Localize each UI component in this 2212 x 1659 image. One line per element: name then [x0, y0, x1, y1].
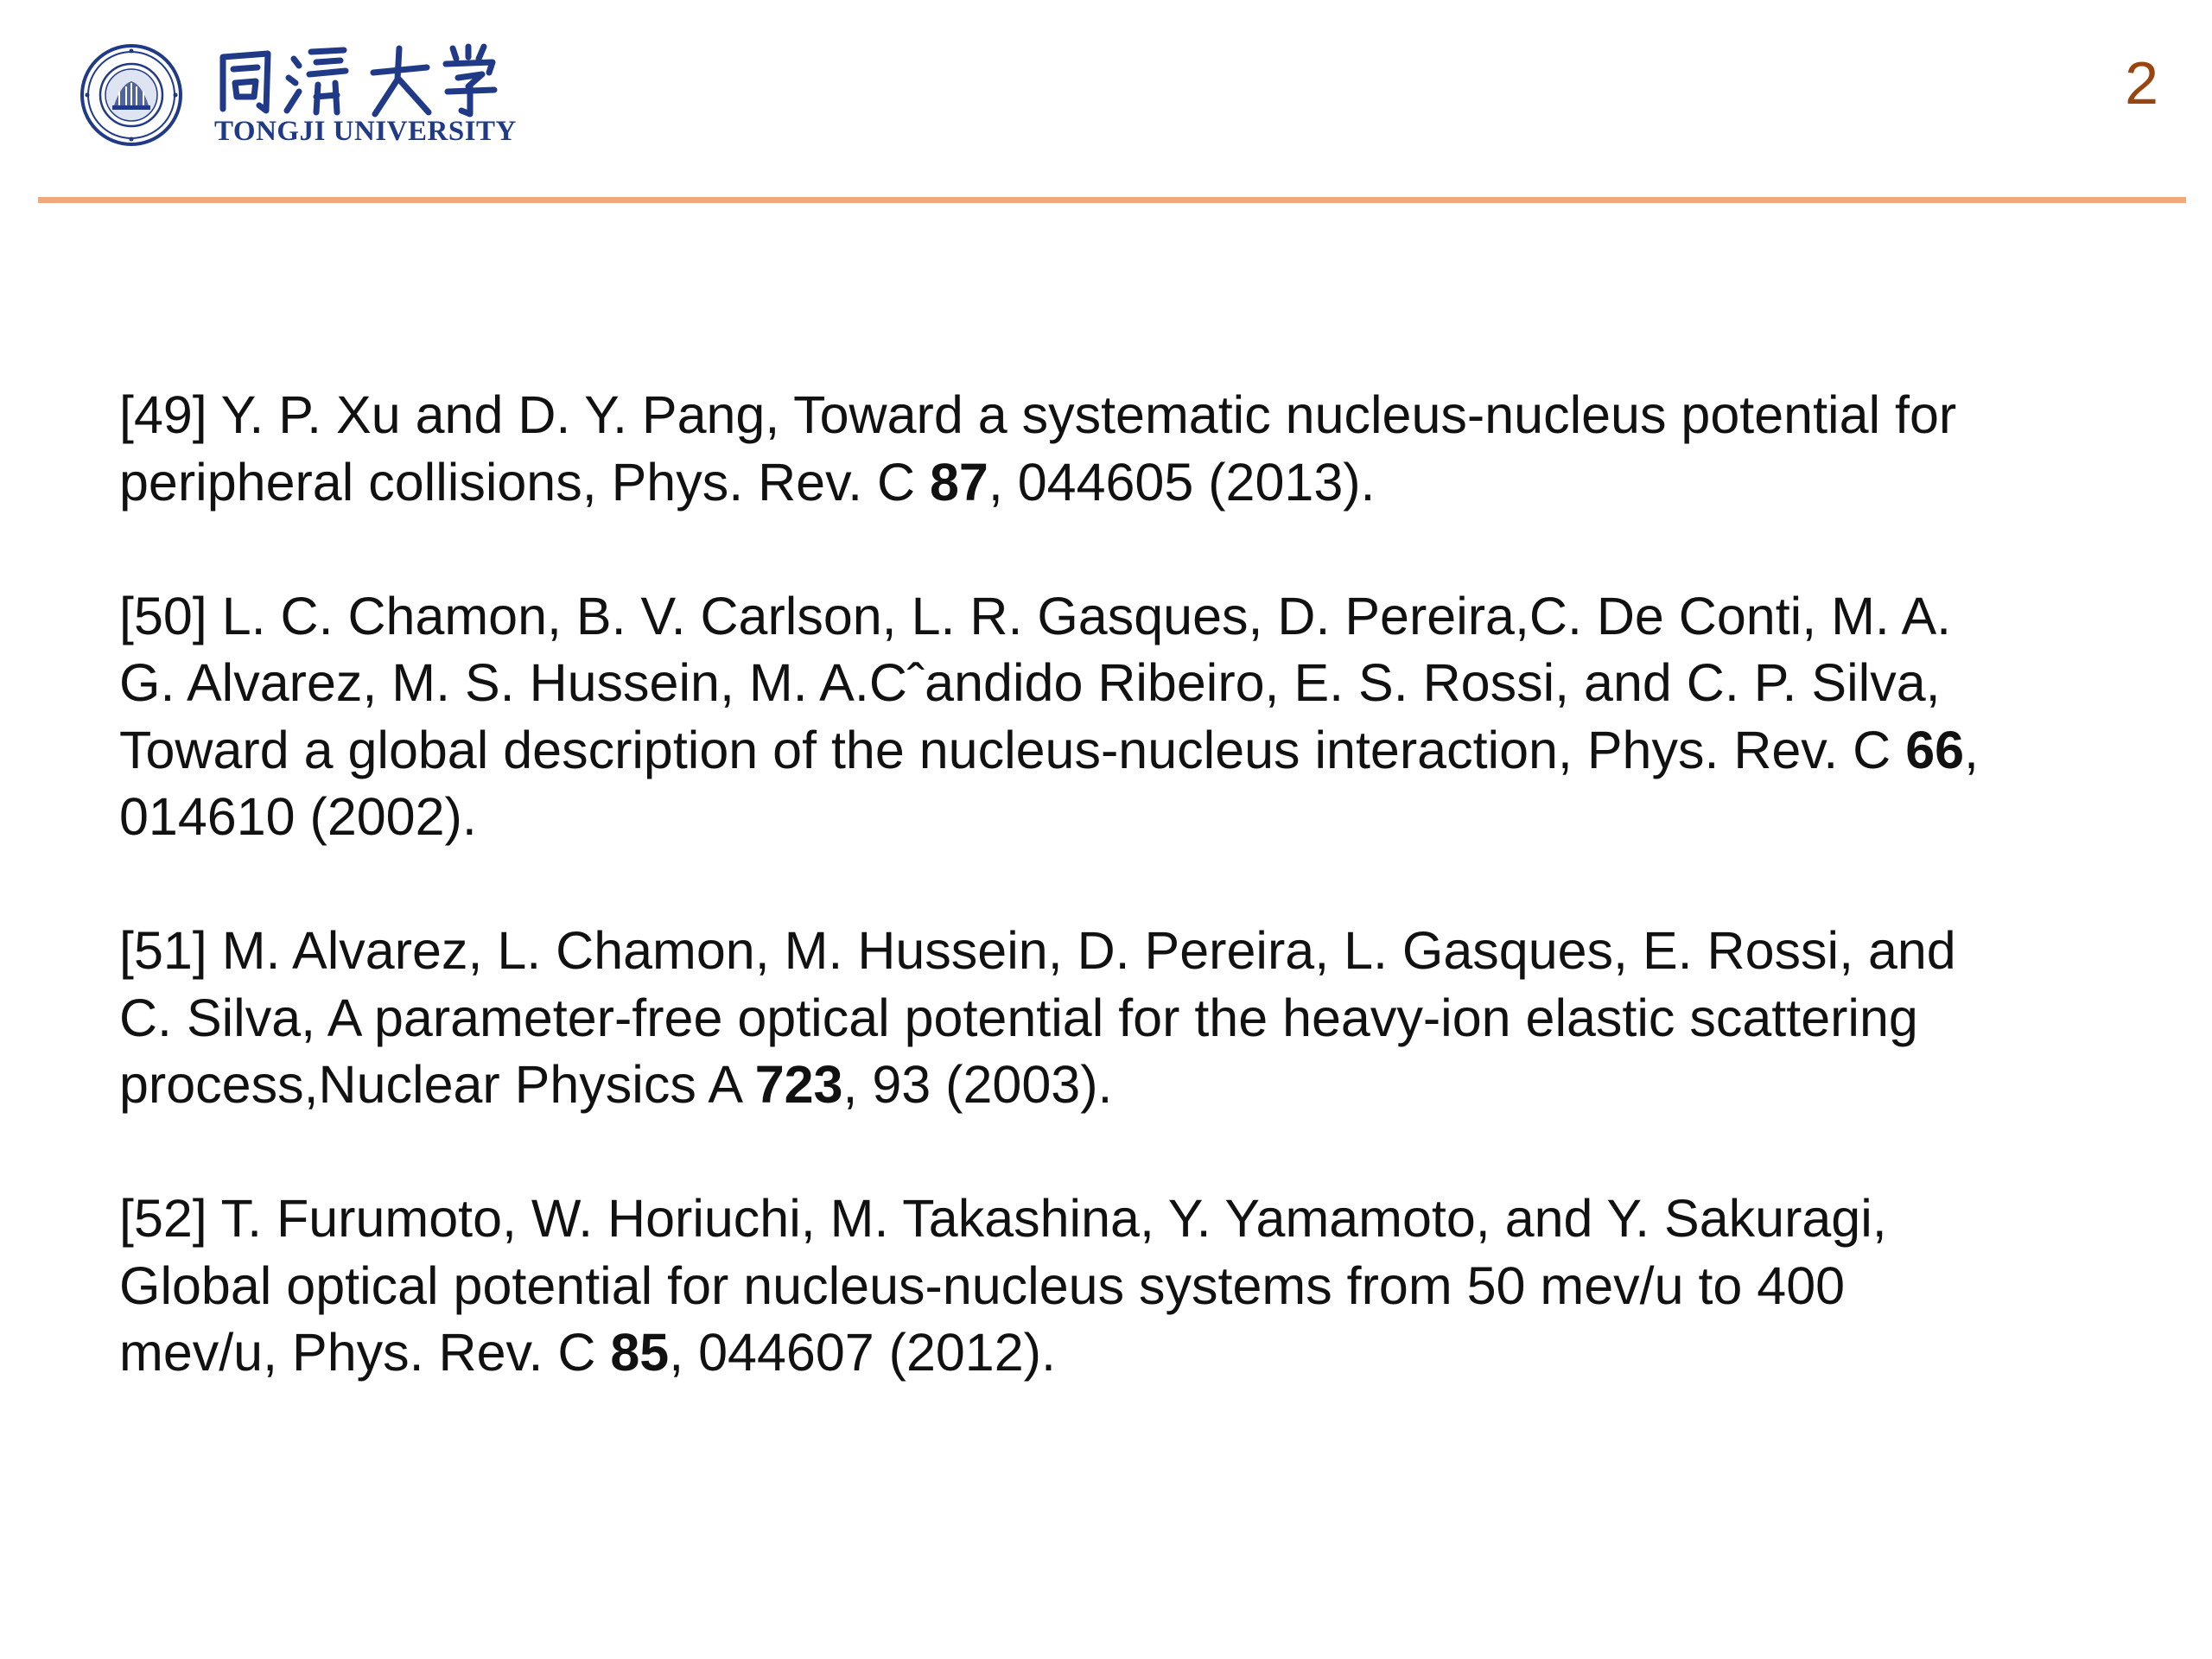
header-divider — [38, 197, 2186, 203]
university-logo — [76, 38, 525, 159]
university-seal-icon — [79, 43, 183, 147]
volume-number: 66 — [1905, 720, 1965, 779]
reference-line: [51] M. Alvarez, L. Chamon, M. Hussein, D. Pereira, L. Gasques, E. Rossi, and — [119, 921, 1956, 980]
chinese-name-wordmark — [214, 40, 499, 119]
reference-line: Global optical potential for nucleus-nucleus systems from 50 mev/u to 400 — [119, 1255, 1846, 1315]
volume-number: 723 — [754, 1055, 843, 1114]
volume-number: 85 — [610, 1323, 670, 1382]
reference-52 — [119, 1185, 2107, 1387]
reference-line: process,Nuclear Physics A 723, 93 (2003). — [119, 1055, 1113, 1114]
reference-50 — [119, 583, 2107, 851]
page-number: 2 — [2125, 49, 2158, 117]
volume-number: 87 — [929, 452, 988, 512]
reference-line: [50] L. C. Chamon, B. V. Carlson, L. R. Gasques, D. Pereira,C. De Conti, M. A. — [119, 586, 1952, 645]
english-name: TONGJI UNIVERSITY — [214, 116, 517, 147]
reference-49 — [119, 382, 2107, 516]
reference-list — [119, 382, 2107, 1453]
reference-51 — [119, 918, 2107, 1119]
reference-line: [49] Y. P. Xu and D. Y. Pang, Toward a systematic nucleus-nucleus potential for — [119, 385, 1957, 444]
reference-line: [52] T. Furumoto, W. Horiuchi, M. Takashina, Y. Yamamoto, and Y. Sakuragi, — [119, 1189, 1887, 1248]
reference-line: peripheral collisions, Phys. Rev. C 87, 044605 (2013). — [119, 452, 1376, 512]
reference-line: 014610 (2002). — [119, 787, 477, 846]
reference-line: mev/u, Phys. Rev. C 85, 044607 (2012). — [119, 1323, 1056, 1382]
reference-line: C. Silva, A parameter-free optical potential for the heavy-ion elastic scattering — [119, 988, 1918, 1047]
reference-line: G. Alvarez, M. S. Hussein, M. A.Cˆandido Ribeiro, E. S. Rossi, and C. P. Silva, — [119, 653, 1941, 712]
reference-line: Toward a global description of the nucleus-nucleus interaction, Phys. Rev. C 66, — [119, 720, 1979, 779]
